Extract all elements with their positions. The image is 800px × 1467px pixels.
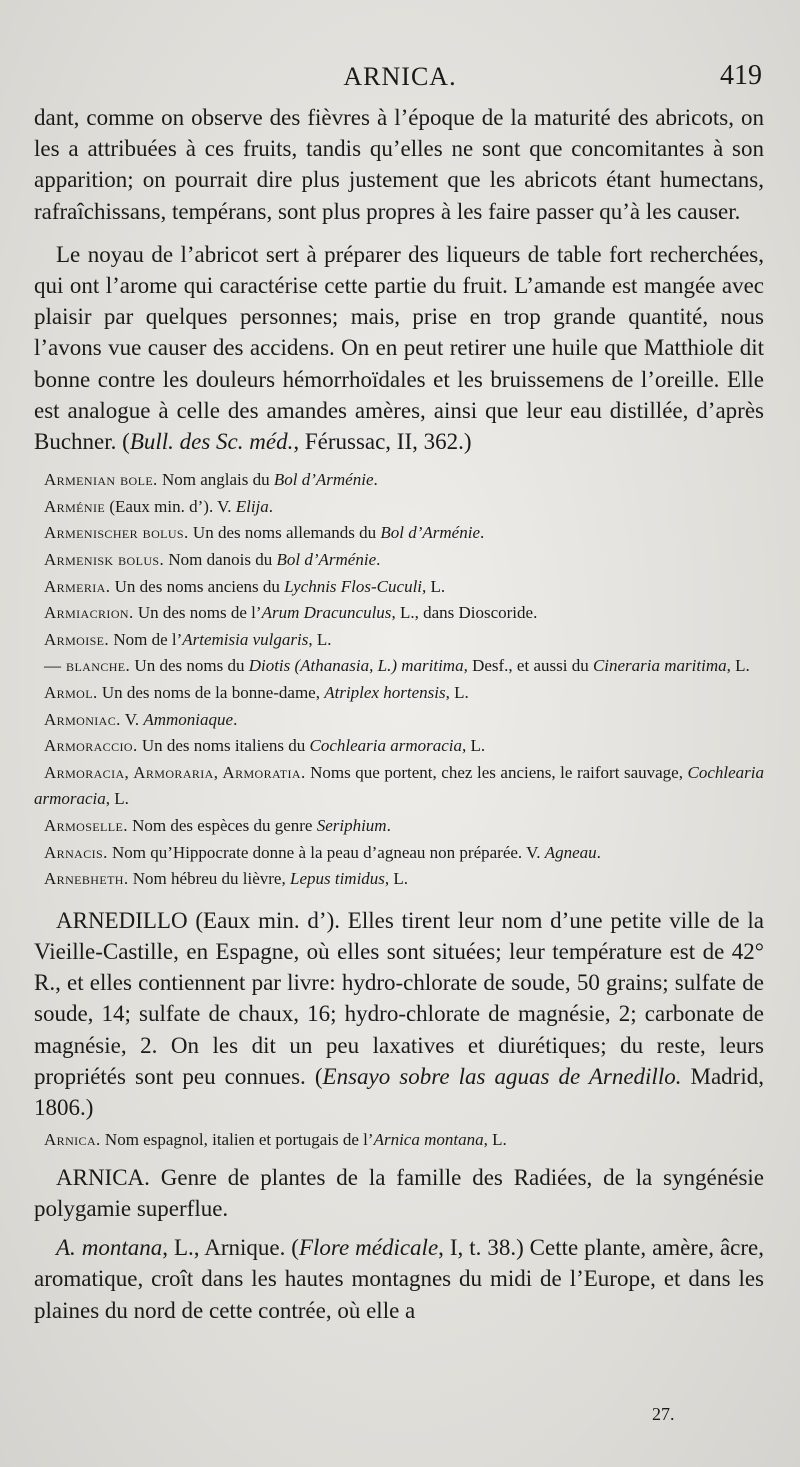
paragraph-arnica-montana (34, 1232, 764, 1326)
dictionary-entry (34, 1127, 764, 1154)
entry-italic: Elija (235, 496, 269, 516)
entry-text: . (596, 842, 601, 862)
entry-text: . (386, 815, 391, 835)
entry-headword: Armol. (44, 682, 98, 702)
entry-italic: Seriphium (316, 815, 387, 835)
entry-text: Un des noms de la bonne-dame, (97, 682, 325, 702)
entry-headword: Armoraccio. (44, 736, 138, 756)
dictionary-entry (34, 813, 764, 840)
entry-headword: Armenisk bolus. (44, 550, 165, 570)
dictionary-entry (34, 627, 764, 654)
entry-text: Un des noms de l’ (133, 603, 262, 623)
entry-text: Nom anglais du (157, 470, 274, 490)
entry-text: , L. (105, 789, 129, 809)
entry-text: (Eaux min. d’). V. (105, 496, 236, 516)
entry-italic: Cineraria maritima (592, 656, 727, 676)
entry-italic: Bol d’Arménie (273, 470, 374, 490)
entry-text: Nom hébreu du lièvre, (128, 869, 290, 889)
entry-text: Un des noms du (130, 656, 249, 676)
dictionary-entry (34, 680, 764, 707)
page-number: 419 (720, 60, 762, 91)
entry-italic: Artemisia vulgaris (182, 629, 309, 649)
entry-italic: Lepus timidus (289, 869, 385, 889)
entry-headword: Armenischer bolus. (44, 523, 189, 543)
signature-mark: 27. (652, 1404, 675, 1424)
entry-italic: Diotis (Athanasia, L.) maritima, (248, 656, 468, 676)
running-head (0, 52, 800, 92)
dictionary-entries (34, 467, 764, 893)
entry-text: Un des noms allemands du (188, 523, 381, 543)
entry-headword: Armeria. (44, 576, 111, 596)
paragraph-text: Le noyau de l’abricot sert à préparer des liqueurs de table fort recherchées, qui ont l’arome qui caractérise cette partie du fruit. L’amande est mangée avec plaisir par quelques personnes; mais, prise en trop grande quantité, nous l’avons vue causer des accidens. On en peut retirer une huile que Matthiole dit bonne contre les douleurs hémorrhoïdales et les bruissemens de l’oreille. Elle est analogue à celle des amandes amères, ainsi que leur eau distillée, d’après Buchner. ( (34, 241, 764, 455)
page-body (34, 102, 764, 1326)
entry-headword: Armenian bole. (44, 470, 158, 490)
citation-tail: , Férussac, II, 362.) (293, 429, 472, 455)
paragraph-apricot-kernel (34, 239, 764, 457)
entry-headword: Armoracia, Armoraria, Armoratia. (44, 762, 306, 782)
dictionary-entry (34, 760, 764, 813)
entry-italic: Arnica montana (373, 1130, 484, 1150)
dictionary-entry (34, 467, 764, 494)
entry-italic: Cochlearia armoracia (309, 736, 463, 756)
entry-text: Nom des espèces du genre (127, 815, 317, 835)
entry-text: Un des noms italiens du (137, 736, 310, 756)
dictionary-entry (34, 866, 764, 893)
entry-text: . (479, 523, 485, 543)
paragraph-arnica-genus: ARNICA. Genre de plantes de la famille des Radiées, de la syngénésie polygamie superflue. (34, 1164, 764, 1221)
entry-text: V. (120, 709, 144, 729)
entry-headword: Arnacis. (44, 842, 108, 862)
entry-italic: Ammoniaque (143, 709, 234, 729)
entry-text: Desf., et aussi du (467, 656, 593, 676)
running-title: ARNICA. (343, 62, 457, 91)
dictionary-entry (34, 653, 764, 680)
entry-text: . (233, 709, 238, 729)
entry-headword: Armoise. (44, 629, 110, 649)
entry-text: , L., dans Dioscoride. (391, 603, 538, 623)
entry-text: Nom de l’ (109, 629, 183, 649)
entry-italic: Bol d’Arménie (380, 523, 480, 543)
entry-text: Nom espagnol, italien et portugais de l’ (100, 1130, 374, 1150)
entry-italic: Lychnis Flos-Cuculi (284, 576, 423, 596)
entry-text: Noms que portent, chez les anciens, le raifort sauvage, (305, 762, 688, 782)
entry-text: , L. (308, 629, 332, 649)
dictionary-entry (34, 600, 764, 627)
paragraph-text: , L., Arnique. ( (162, 1235, 299, 1261)
entry-text: , L. (445, 682, 469, 702)
dictionary-entry (34, 733, 764, 760)
citation-title: Bull. des Sc. méd. (129, 429, 294, 455)
entry-text: . (376, 550, 381, 570)
paragraph-apricot-fevers: dant, comme on observe des fièvres à l’époque de la maturité des abricots, on les a attribuées à ces fruits, tandis qu’elles ne sont que concomitantes à son apparition; on pourrait dire plus justement que les abricots étant humectans, rafraîchissans, tempérans, sont plus propres à les faire passer qu’à les causer. (34, 105, 764, 224)
dictionary-entry (34, 707, 764, 734)
dictionary-entry (34, 494, 764, 521)
entry-headword: Arménie (44, 496, 106, 516)
dictionary-entry (34, 574, 764, 601)
citation-tail: Madrid, 1806.) (34, 1063, 764, 1120)
entry-headword: Armiacrion. (44, 603, 134, 623)
entry-headword: Arnica. (44, 1130, 101, 1150)
citation-title: Flore médicale (298, 1235, 439, 1261)
entry-text: Un des noms anciens du (110, 576, 285, 596)
entry-headword: Arnebheth. (44, 869, 129, 889)
paragraph-arnedillo (34, 905, 764, 1123)
dictionary-entry (34, 547, 764, 574)
entry-text: , L. (384, 869, 409, 889)
entry-text: , L. (462, 736, 486, 756)
entry-italic: Agneau (544, 842, 597, 862)
entry-italic: Atriplex hortensis (324, 682, 446, 702)
entry-text: , L. (483, 1130, 507, 1150)
entry-text: , L. (726, 656, 750, 676)
entry-headword: Armoselle. (44, 815, 128, 835)
entry-text: . (373, 470, 378, 490)
entry-italic: Cochlearia armoracia (34, 762, 765, 809)
entry-headword: — blanche. (44, 656, 131, 676)
dictionary-entry (34, 520, 764, 547)
entry-headword: Armoniac. (44, 709, 121, 729)
paragraph-text: , I, t. 38.) Cette plante, amère, âcre, aromatique, croît dans les hautes montagnes du midi de l’Europe, et dans les plaines du nord de cette contrée, où elle a (34, 1235, 764, 1323)
entry-text: Nom danois du (164, 550, 277, 570)
dictionary-entry (34, 840, 764, 867)
entry-italic: Arum Dracunculus (261, 603, 392, 623)
entry-text: . (268, 496, 274, 516)
entry-text: , L. (422, 576, 446, 596)
entry-text: Nom qu’Hippocrate donne à la peau d’agneau non préparée. V. (107, 842, 545, 862)
paragraph-text: ARNEDILLO (Eaux min. d’). Elles tirent leur nom d’une petite ville de la Vieille-Castille, en Espagne, où elles sont situées; leur température est de 42° R., et elles contiennent par livre: hydro-chlorate de soude, 50 grains; sulfate de soude, 14; sulfate de chaux, 16; hydro-chlorate de magnésie, 2; carbonate de magnésie, 2. On les dit un peu laxatives et diurétiques; du reste, leurs propriétés sont peu connues. ( (34, 907, 764, 1089)
species-name: A. montana (56, 1235, 163, 1261)
citation-title: Ensayo sobre las aguas de Arnedillo. (322, 1063, 682, 1089)
dictionary-entries-arnica (34, 1127, 764, 1154)
entry-italic: Bol d’Arménie (276, 550, 377, 570)
